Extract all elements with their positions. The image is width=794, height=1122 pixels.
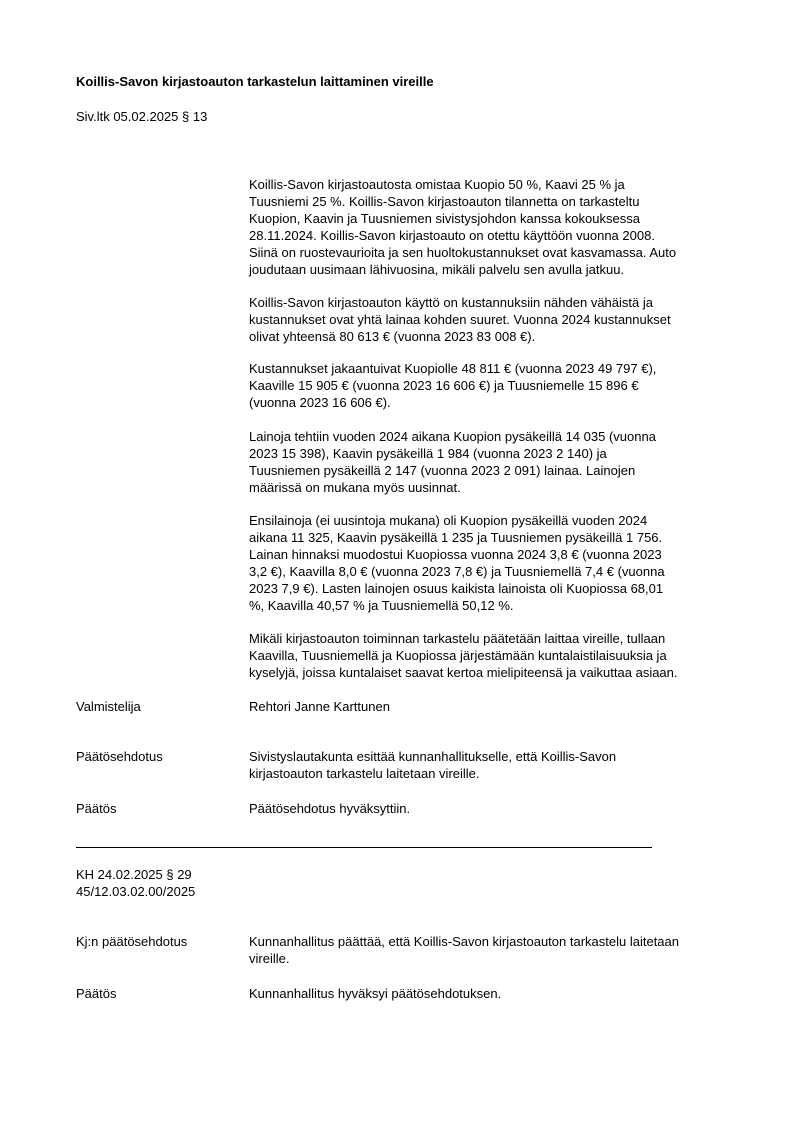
decision-label: Päätös [76,801,117,816]
preparer-value: Rehtori Janne Karttunen [249,699,390,714]
text-line: Sivistyslautakunta esittää kunnanhallitukselle, että Koillis-Savon [249,749,617,764]
text-line: olivat yhteensä 80 613 € (vuonna 2023 83 008 €). [249,329,536,344]
text-line: määrissä on mukana myös uusinnat. [249,480,461,495]
text-line: Mikäli kirjastoauton toiminnan tarkastelu päätetään laittaa vireille, tullaan [249,631,666,646]
text-line: Kustannukset jakaantuivat Kuopiolle 48 811 € (vuonna 2023 49 797 €), [249,361,657,376]
text-line: kyselyjä, joissa kuntalaiset saavat kertoa mielipiteensä ja vaikuttaa asiaan. [249,665,678,680]
text-line: Kuopion, Kaavin ja Tuusniemen sivistysjohdon kanssa kokouksessa [249,211,640,226]
director-proposal-label: Kj:n päätösehdotus [76,934,188,949]
text-line: Tuusniemi 25 %. Koillis-Savon kirjastoauton tilannetta on tarkasteltu [249,194,640,209]
paragraph-first-loans [249,512,741,614]
text-line: kustannukset ovat yhtä lainaa kohden suuret. Vuonna 2024 kustannukset [249,312,671,327]
text-line: Lainoja tehtiin vuoden 2024 aikana Kuopion pysäkeillä 14 035 (vuonna [249,429,656,444]
proposal-label: Päätösehdotus [76,749,163,764]
text-line: Kunnanhallitus päättää, että Koillis-Savon kirjastoauton tarkastelu laitetaan [249,934,679,949]
text-line: Siinä on ruostevaurioita ja sen huoltokustannukset ovat kasvamassa. Auto [249,245,677,260]
paragraph-ownership [249,176,741,278]
document-title: Koillis-Savon kirjastoauton tarkastelun laittaminen vireille [76,74,434,89]
paragraph-cost-distribution [249,360,741,411]
board-decision-label: Päätös [76,986,117,1001]
paragraph-loans [249,428,741,496]
text-line: joudutaan uusimaan lähivuosina, mikäli palvelu sen avulla jatkuu. [249,262,625,277]
paragraph-consultation [249,630,741,681]
board-reference [76,866,195,900]
text-line: kirjastoauton tarkastelu laitetaan vireille. [249,766,480,781]
text-line: Ensilainoja (ei uusintoja mukana) oli Kuopion pysäkeillä vuoden 2024 [249,513,648,528]
meeting-reference: Siv.ltk 05.02.2025 § 13 [76,109,208,124]
text-line: Koillis-Savon kirjastoauton käyttö on kustannuksiin nähden vähäistä ja [249,295,653,310]
text-line: Lainan hinnaksi muodostui Kuopiossa vuonna 2024 3,8 € (vuonna 2023 [249,547,662,562]
text-line: Koillis-Savon kirjastoautosta omistaa Kuopio 50 %, Kaavi 25 % ja [249,177,625,192]
director-proposal-value [249,933,741,967]
text-line: 2023 15 398), Kaavin pysäkeillä 1 984 (vuonna 2023 2 140) ja [249,446,607,461]
board-decision-value: Kunnanhallitus hyväksyi päätösehdotuksen. [249,986,502,1001]
text-line: vireille. [249,951,290,966]
text-line: (vuonna 2023 16 606 €). [249,395,391,410]
text-line: Tuusniemen pysäkeillä 2 147 (vuonna 2023 2 091) lainaa. Lainojen [249,463,636,478]
proposal-value [249,748,741,782]
preparer-label: Valmistelija [76,699,141,714]
text-line: Kaavilla, Tuusniemellä ja Kuopiossa järjestämään kuntalaistilaisuuksia ja [249,648,667,663]
paragraph-usage-costs [249,294,741,345]
decision-value: Päätösehdotus hyväksyttiin. [249,801,411,816]
text-line: 3,2 €), Kaavilla 8,0 € (vuonna 2023 7,8 €) ja Tuusniemellä 7,4 € (vuonna [249,564,665,579]
text-line: 2023 7,9 €). Lasten lainojen osuus kaikista lainoista oli Kuopiossa 68,01 [249,581,664,596]
text-line: 45/12.03.02.00/2025 [76,884,196,899]
text-line: %, Kaavilla 40,57 % ja Tuusniemellä 50,12 %. [249,598,514,613]
section-divider [76,847,652,848]
text-line: aikana 11 325, Kaavin pysäkeillä 1 235 ja Tuusniemen pysäkeillä 1 756. [249,530,663,545]
text-line: 28.11.2024. Koillis-Savon kirjastoauto on otettu käyttöön vuonna 2008. [249,228,655,243]
text-line: KH 24.02.2025 § 29 [76,867,192,882]
text-line: Kaaville 15 905 € (vuonna 2023 16 606 €) ja Tuusniemelle 15 896 € [249,378,639,393]
